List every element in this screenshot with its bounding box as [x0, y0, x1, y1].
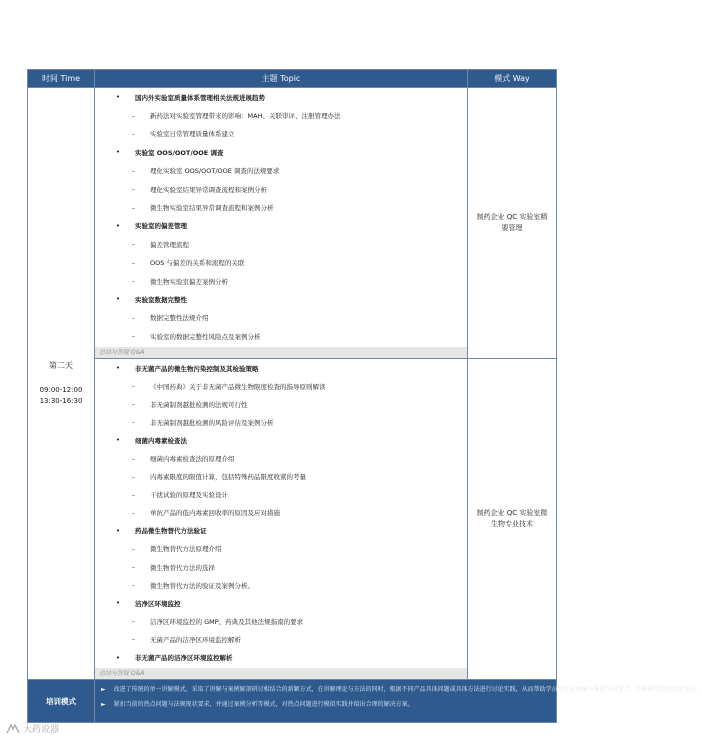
topic-heading — [95, 649, 467, 667]
topic-subitem-text: 洁净区环境监控的 GMP、药典及其他法规指南的要求 — [150, 617, 304, 626]
topic-subitem-text: 实验室的数据完整性风险点及案例分析 — [150, 332, 261, 341]
section2-mode — [468, 359, 557, 680]
topic-subitem — [95, 468, 467, 486]
schedule-table — [27, 69, 702, 723]
section1-topics — [95, 88, 468, 359]
topic-heading-text: 洁净区环境监控 — [135, 599, 181, 608]
dash-icon: – — [131, 635, 135, 644]
dash-icon: – — [131, 111, 135, 120]
topic-heading-text: 药品微生物替代方法验证 — [135, 527, 207, 536]
section2-mode-text: 制药企业 QC 实验室微生物专业技术 — [476, 509, 548, 528]
dash-icon: – — [131, 418, 135, 427]
topic-heading-text: 国内外实验室质量体系管理相关法规进展趋势 — [135, 93, 265, 102]
topic-heading-text: 非无菌产品的微生物污染控制及其检验策略 — [135, 364, 259, 373]
dash-icon: – — [131, 166, 135, 175]
topic-subitem — [95, 272, 467, 290]
dash-icon: – — [131, 332, 135, 341]
topic-heading — [95, 290, 467, 308]
topic-subitem-text: 微生物实验室偏差案例分析 — [150, 277, 228, 286]
dash-icon: – — [131, 185, 135, 194]
dash-icon: – — [131, 544, 135, 553]
dash-icon: – — [131, 454, 135, 463]
dash-icon: – — [131, 240, 135, 249]
topic-subitem-text: 微生物实验室结果异常调查流程和案例分析 — [150, 204, 274, 213]
section1-summary: 总结与答疑 Q&A — [95, 347, 467, 358]
topic-subitem — [95, 106, 467, 124]
day-cell — [28, 88, 95, 680]
topic-subitem-text: 实验室日常管理质量体系建立 — [150, 130, 235, 139]
topic-subitem — [95, 395, 467, 413]
topic-subitem — [95, 413, 467, 431]
topic-subitem — [95, 576, 467, 594]
topic-subitem — [95, 558, 467, 576]
triangle-bullet-icon: ► — [101, 686, 106, 693]
section1-item-list — [95, 88, 467, 345]
topic-heading-text: 细菌内毒素检查法 — [135, 436, 187, 445]
topic-subitem-text: OOS 与偏差的关系和流程的关联 — [150, 259, 245, 268]
day-time-am: 09:00-12:00 — [39, 386, 83, 394]
dash-icon: – — [131, 490, 135, 499]
topic-subitem-text: 内毒素限度的限值计算，包括特殊药品限度收紧的考量 — [150, 473, 306, 482]
dash-icon: – — [131, 400, 135, 409]
topic-subitem — [95, 504, 467, 522]
topic-subitem — [95, 486, 467, 504]
dash-icon: – — [131, 382, 135, 391]
bullet-icon: • — [115, 93, 120, 102]
bullet-icon: • — [115, 221, 120, 230]
table-header-row — [28, 70, 557, 88]
training-row — [28, 680, 557, 723]
bullet-icon: • — [115, 295, 120, 304]
topic-heading-text: 实验室的偏差管理 — [135, 222, 187, 231]
section2-item-list — [95, 359, 467, 667]
topic-heading — [95, 359, 467, 377]
training-text — [95, 680, 702, 723]
topic-subitem — [95, 309, 467, 327]
topic-heading-text: 实验室 OOS/OOT/OOE 调查 — [135, 148, 224, 157]
topic-subitem — [95, 327, 467, 345]
bullet-icon: • — [115, 436, 120, 445]
bullet-icon: • — [115, 526, 120, 535]
training-line-2-text: 紧扣当前的热点问题与法规现状要求，并通过案例分析等模式，对热点问题进行模拟实践并给出合理的解决方案。 — [113, 701, 414, 708]
dash-icon: – — [131, 472, 135, 481]
topic-subitem-text: 微生物替代方法的选择 — [150, 563, 215, 572]
topic-heading — [95, 594, 467, 612]
dash-icon: – — [131, 129, 135, 138]
day-title: 第二天 — [49, 361, 73, 370]
topic-subitem — [95, 198, 467, 216]
topic-heading-text: 实验室数据完整性 — [135, 295, 187, 304]
section2-summary: 总结与答疑 Q&A — [95, 668, 467, 679]
section1-row — [28, 88, 557, 359]
topic-subitem-text: 非无菌制剂越批检测的法规可行性 — [150, 400, 248, 409]
topic-subitem-text: 无菌产品的洁净区环境监控解析 — [150, 635, 241, 644]
topic-subitem — [95, 377, 467, 395]
training-line-1 — [101, 682, 702, 697]
topic-subitem-text: 数据完整性法规介绍 — [150, 314, 209, 323]
bullet-icon: • — [115, 599, 120, 608]
topic-subitem-text: 理化实验室 OOS/OOT/OOE 调查的法规要求 — [150, 167, 280, 176]
day-time-pm: 13:30-16:30 — [39, 397, 83, 405]
dash-icon: – — [131, 581, 135, 590]
dash-icon: – — [131, 508, 135, 517]
topic-subitem-text: 单抗产品的低内毒素回收率的原因及应对措施 — [150, 509, 280, 518]
training-line-2 — [101, 697, 552, 712]
header-time: 时间 Time — [28, 70, 95, 88]
topic-subitem — [95, 235, 467, 253]
topic-subitem — [95, 612, 467, 630]
bullet-icon: • — [115, 364, 120, 373]
topic-subitem — [95, 540, 467, 558]
topic-subitem-text: 新药法对实验室管理带来的影响：MAH、关联审评、注册管理办法 — [150, 112, 341, 121]
topic-subitem-text: 细菌内毒素检查法的原理介绍 — [150, 455, 235, 464]
topic-subitem-text: 偏差管理流程 — [150, 240, 189, 249]
topic-heading — [95, 431, 467, 449]
topic-heading-text: 非无菌产品的洁净区环境监控解析 — [135, 654, 233, 663]
training-label: 培训模式 — [28, 680, 95, 723]
section2-row — [28, 359, 557, 680]
topic-subitem-text: 微生物替代方法的验证及案例分析。 — [150, 581, 254, 590]
topic-subitem — [95, 180, 467, 198]
watermark — [6, 722, 59, 735]
triangle-bullet-icon: ► — [101, 701, 106, 708]
section1-mode-text: 制药企业 QC 实验室精要管理 — [476, 213, 548, 232]
topic-heading — [95, 88, 467, 106]
training-line-1-text: 改进了传统的单一讲解模式，采取了讲解与案例解剖研讨相结合的新颖方式，在讲解理论与方法的同时，根据不同产品具体问题或具体方法进行讨论实践，从而帮助学员更好的理解与掌握知识要点，并能够实践的运用知识； — [113, 686, 702, 693]
topic-heading — [95, 217, 467, 235]
bullet-icon: • — [115, 148, 120, 157]
header-topic: 主题 Topic — [95, 70, 468, 88]
dash-icon: – — [131, 203, 135, 212]
dash-icon: – — [131, 563, 135, 572]
section2-topics — [95, 359, 468, 680]
header-mode: 模式 Way — [468, 70, 557, 88]
dash-icon: – — [131, 617, 135, 626]
topic-subitem — [95, 630, 467, 648]
topic-subitem-text: 干扰试验的原理及实验设计 — [150, 491, 228, 500]
topic-subitem — [95, 449, 467, 467]
topic-subitem-text: 非无菌制剂越批检测的风险评估及案例分析 — [150, 418, 274, 427]
dash-icon: – — [131, 277, 135, 286]
bullet-icon: • — [115, 653, 120, 662]
topic-subitem-text: 理化实验室结果异常调查流程和案例分析 — [150, 185, 267, 194]
watermark-logo-icon — [6, 723, 20, 735]
section1-mode — [468, 88, 557, 359]
topic-subitem — [95, 125, 467, 143]
topic-subitem-text: 微生物替代方法原理介绍 — [150, 545, 222, 554]
topic-subitem — [95, 254, 467, 272]
topic-heading — [95, 522, 467, 540]
topic-subitem-text: 《中国药典》关于非无菌产品微生物限度检查的指导原则解读 — [150, 382, 326, 391]
topic-subitem — [95, 162, 467, 180]
watermark-text: 大药说器 — [23, 725, 60, 735]
topic-heading — [95, 143, 467, 161]
dash-icon: – — [131, 258, 135, 267]
dash-icon: – — [131, 313, 135, 322]
